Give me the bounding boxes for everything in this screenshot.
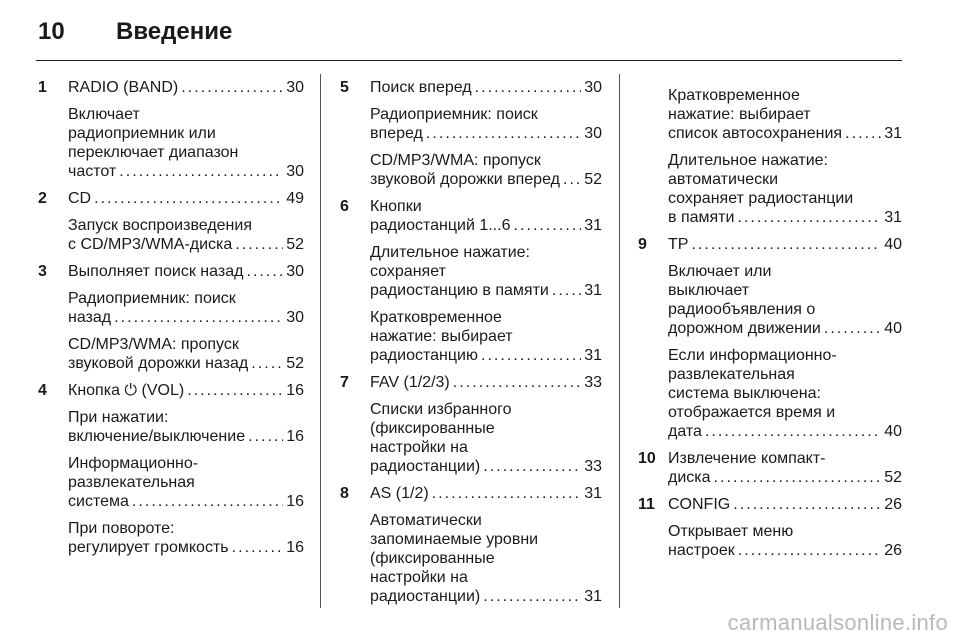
entry-text: сохраняет (370, 263, 446, 280)
entry-text: диска (668, 469, 711, 486)
item-name (68, 78, 304, 97)
entry-text: дата (668, 423, 702, 440)
item-description (668, 86, 902, 143)
toc-line (370, 170, 602, 189)
entry-text: назад (68, 309, 112, 326)
toc-entry (38, 262, 304, 281)
item-description (668, 262, 902, 338)
page-ref: 16 (286, 428, 304, 445)
column-divider (619, 74, 620, 608)
dot-leader (705, 422, 881, 441)
entry-text: CD/MP3/WMA: пропуск (68, 336, 239, 353)
entry-text: (фиксированные (370, 420, 495, 437)
dot-leader (232, 538, 284, 557)
dot-leader (738, 541, 881, 560)
item-description (68, 289, 304, 327)
entry-text: FAV (1/2/3) (370, 374, 450, 391)
entry-text: звуковой дорожки вперед (370, 171, 560, 188)
item-description (668, 346, 902, 441)
toc-entry (38, 381, 304, 400)
page-ref: 52 (286, 355, 304, 372)
item-description (668, 151, 902, 227)
entry-text: система (68, 493, 129, 510)
entry-text: Списки избранного (370, 401, 512, 418)
page-ref: 26 (884, 496, 902, 513)
dot-leader (483, 587, 581, 606)
entry-text: Кнопка ⏻ (VOL) (68, 382, 185, 399)
dot-leader (481, 346, 581, 365)
entry-text: радиостанцию (370, 347, 478, 364)
page-ref: 49 (286, 190, 304, 207)
entry-text: RADIO (BAND) (68, 79, 179, 96)
dot-leader (187, 381, 283, 400)
entry-text: в памяти (668, 209, 735, 226)
toc-line (370, 346, 602, 365)
page-ref: 16 (286, 382, 304, 399)
toc-entry (638, 449, 902, 487)
toc-line (668, 422, 902, 441)
toc-entry (38, 189, 304, 208)
column-2 (340, 78, 602, 606)
item-description (68, 216, 304, 254)
item-name (370, 373, 602, 392)
item-description (68, 105, 304, 181)
entry-text: радиостанций 1...6 (370, 217, 511, 234)
page-ref: 33 (584, 374, 602, 391)
page-ref: 31 (884, 209, 902, 226)
item-name (668, 235, 902, 254)
entry-text: (фиксированные (370, 550, 495, 567)
entry-text: Кнопки (370, 198, 422, 215)
item-name (68, 189, 304, 208)
page-ref: 26 (884, 542, 902, 559)
entry-text: регулирует громкость (68, 539, 229, 556)
dot-leader (453, 373, 581, 392)
entry-text: частот (68, 163, 117, 180)
column-3 (638, 78, 902, 560)
toc-line (668, 468, 902, 487)
entry-text: Длительное нажатие: (668, 152, 828, 169)
page-ref: 31 (584, 347, 602, 364)
page-ref: 40 (884, 423, 902, 440)
toc-entry (340, 78, 602, 97)
column-divider (320, 74, 321, 608)
item-description (68, 454, 304, 511)
entry-text: выключает (668, 282, 750, 299)
entry-text: развлекательная (68, 474, 195, 491)
toc-line (370, 124, 602, 143)
entry-text: дорожном движении (668, 320, 821, 337)
entry-text: TP (668, 236, 689, 253)
item-description (370, 105, 602, 143)
dot-leader (691, 235, 881, 254)
page-ref: 33 (584, 458, 602, 475)
entry-text: Радиоприемник: поиск (68, 290, 236, 307)
page-ref: 52 (884, 469, 902, 486)
item-description (370, 308, 602, 365)
item-name (370, 197, 602, 235)
page-ref: 30 (286, 163, 304, 180)
entry-text: При повороте: (68, 520, 175, 537)
item-number: 5 (340, 79, 349, 96)
toc-line (668, 541, 902, 560)
item-name (68, 262, 304, 281)
toc-entry (340, 484, 602, 503)
entry-text: CD/MP3/WMA: пропуск (370, 152, 541, 169)
page-ref: 52 (584, 171, 602, 188)
entry-text: Информационно- (68, 455, 199, 472)
entry-text: сохраняет радиостанции (668, 190, 854, 207)
entry-text: радиоприемник или (68, 125, 216, 142)
dot-leader (563, 170, 581, 189)
toc-line (68, 262, 304, 281)
entry-text: Автоматически (370, 512, 482, 529)
toc-line (68, 492, 304, 511)
page-ref: 52 (286, 236, 304, 253)
toc-line (668, 124, 902, 143)
item-number: 1 (38, 79, 47, 96)
entry-text: При нажатии: (68, 409, 169, 426)
entry-text: CD (68, 190, 92, 207)
item-name (668, 449, 902, 487)
toc-line (668, 319, 902, 338)
entry-text: вперед (370, 125, 423, 142)
page-ref: 16 (286, 493, 304, 510)
item-number: 3 (38, 263, 47, 280)
dot-leader (733, 495, 881, 514)
toc-line (668, 208, 902, 227)
item-number: 8 (340, 485, 349, 502)
toc-entry (638, 235, 902, 254)
page-ref: 31 (884, 125, 902, 142)
item-number: 6 (340, 198, 349, 215)
dot-leader (132, 492, 283, 511)
toc-line (370, 216, 602, 235)
entry-text: звуковой дорожки назад (68, 355, 249, 372)
item-number: 2 (38, 190, 47, 207)
dot-leader (737, 208, 881, 227)
toc-line (370, 457, 602, 476)
entry-text: Запуск воспроизведения (68, 217, 252, 234)
toc-line (68, 427, 304, 446)
entry-text: система выключена: (668, 385, 821, 402)
entry-text: развлекательная (668, 366, 795, 383)
entry-text: радиостанции) (370, 588, 481, 605)
page-ref: 30 (286, 309, 304, 326)
dot-leader (235, 235, 283, 254)
item-description (370, 511, 602, 606)
entry-text: AS (1/2) (370, 485, 429, 502)
page-ref: 30 (584, 79, 602, 96)
page-ref: 31 (584, 588, 602, 605)
page-title: Введение (116, 18, 233, 45)
page-ref: 31 (584, 282, 602, 299)
item-name (370, 78, 602, 97)
page-ref: 31 (584, 485, 602, 502)
entry-text: настройки на (370, 569, 468, 586)
toc-line (668, 495, 902, 514)
entry-text: Выполняет поиск назад (68, 263, 244, 280)
dot-leader (251, 354, 283, 373)
entry-text: Если информационно- (668, 347, 837, 364)
entry-text: автоматически (668, 171, 779, 188)
item-description (68, 408, 304, 446)
dot-leader (432, 484, 582, 503)
entry-text: радиостанции) (370, 458, 481, 475)
item-description (668, 522, 902, 560)
dot-leader (845, 124, 881, 143)
toc-line (68, 308, 304, 327)
toc-line (370, 587, 602, 606)
toc-line (68, 354, 304, 373)
toc-line (68, 189, 304, 208)
entry-text: радиостанцию в памяти (370, 282, 549, 299)
toc-entry (38, 78, 304, 97)
entry-text: нажатие: выбирает (668, 106, 811, 123)
column-1 (38, 78, 304, 557)
entry-text: Поиск вперед (370, 79, 472, 96)
entry-text: Радиоприемник: поиск (370, 106, 538, 123)
entry-text: настроек (668, 542, 735, 559)
item-description (68, 519, 304, 557)
entry-text: Извлечение компакт- (668, 450, 826, 467)
item-number: 11 (638, 496, 655, 513)
dot-leader (248, 427, 283, 446)
toc-line (68, 162, 304, 181)
entry-text: Кратковременное (370, 309, 502, 326)
watermark: carmanualsonline.info (727, 610, 948, 635)
entry-text: Кратковременное (668, 87, 800, 104)
entry-text: радиообъявления о (668, 301, 816, 318)
entry-text: настройки на (370, 439, 468, 456)
item-name (68, 381, 304, 400)
entry-text: с CD/MP3/WMA-диска (68, 236, 233, 253)
toc-line (370, 78, 602, 97)
toc-entry (340, 197, 602, 235)
page-ref: 40 (884, 320, 902, 337)
toc-line (668, 235, 902, 254)
entry-text: CONFIG (668, 496, 731, 513)
entry-text: переключает диапазон (68, 144, 239, 161)
item-description (68, 335, 304, 373)
page-ref: 31 (584, 217, 602, 234)
toc-line (370, 484, 602, 503)
page-ref: 30 (286, 263, 304, 280)
entry-text: Включает или (668, 263, 772, 280)
item-number: 4 (38, 382, 47, 399)
item-number: 10 (638, 450, 656, 467)
dot-leader (426, 124, 581, 143)
dot-leader (714, 468, 882, 487)
page-number: 10 (38, 18, 65, 45)
dot-leader (119, 162, 283, 181)
header-rule (36, 60, 902, 61)
item-number: 9 (638, 236, 647, 253)
entry-text: запоминаемые уровни (370, 531, 539, 548)
toc-line (370, 281, 602, 300)
entry-text: Включает (68, 106, 140, 123)
toc-entry (638, 495, 902, 514)
page-ref: 30 (584, 125, 602, 142)
page-ref: 16 (286, 539, 304, 556)
toc-entry (340, 373, 602, 392)
entry-text: Длительное нажатие: (370, 244, 530, 261)
dot-leader (181, 78, 283, 97)
item-number: 7 (340, 374, 349, 391)
page-ref: 30 (286, 79, 304, 96)
dot-leader (475, 78, 582, 97)
entry-text: включение/выключение (68, 428, 246, 445)
dot-leader (483, 457, 581, 476)
item-description (370, 151, 602, 189)
dot-leader (114, 308, 283, 327)
toc-line (68, 235, 304, 254)
entry-text: нажатие: выбирает (370, 328, 513, 345)
entry-text: список автосохранения (668, 125, 843, 142)
dot-leader (552, 281, 581, 300)
toc-line (370, 373, 602, 392)
dot-leader (246, 262, 283, 281)
dot-leader (94, 189, 283, 208)
entry-text: Открывает меню (668, 523, 794, 540)
page-ref: 40 (884, 236, 902, 253)
item-description (370, 400, 602, 476)
item-description (370, 243, 602, 300)
toc-line (68, 381, 304, 400)
entry-text: отображается время и (668, 404, 836, 421)
toc-line (68, 538, 304, 557)
dot-leader (824, 319, 881, 338)
item-name (668, 495, 902, 514)
toc-line (68, 78, 304, 97)
dot-leader (513, 216, 581, 235)
item-name (370, 484, 602, 503)
